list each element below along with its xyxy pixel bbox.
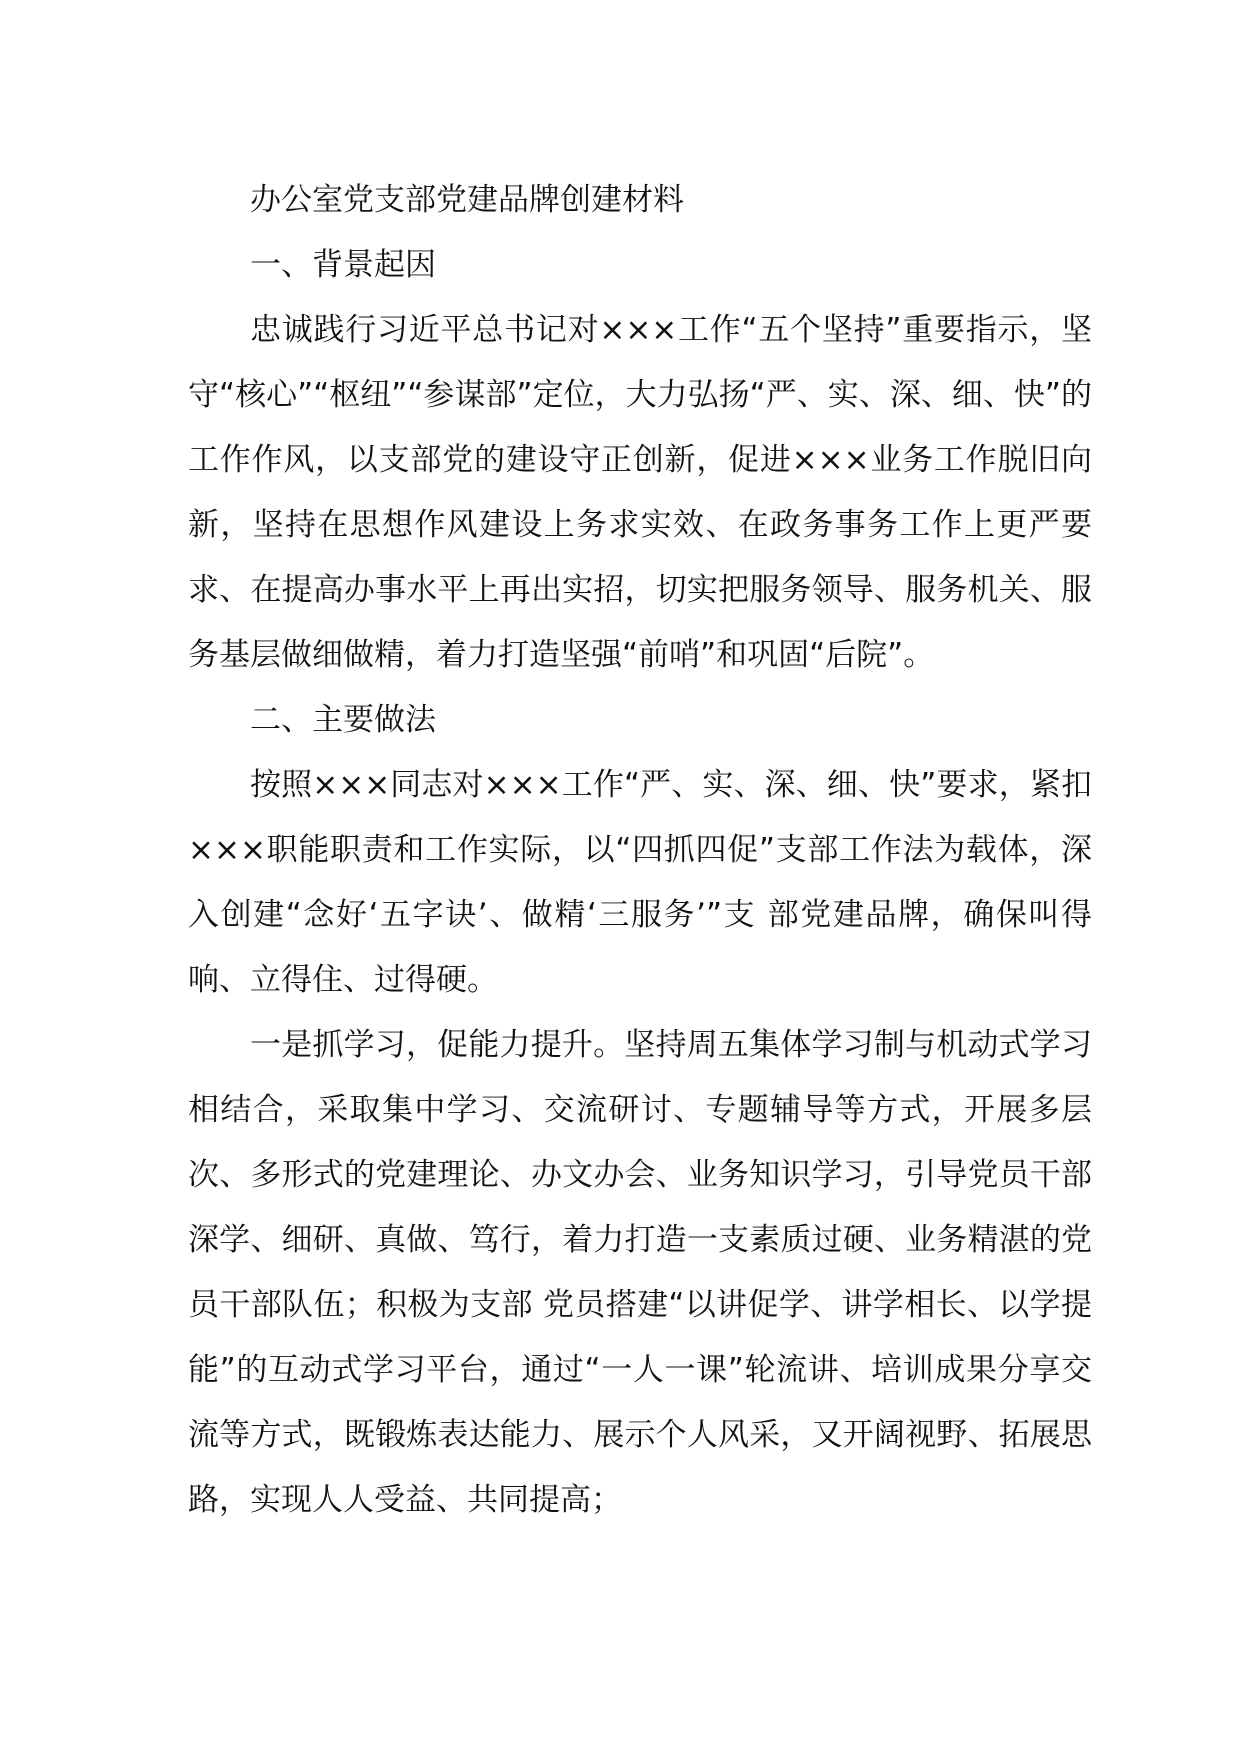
paragraph-study: 一是抓学习，促能力提升。坚持周五集体学习制与机动式学习相结合，采取集中学习、交流研讨、专题辅导等方式，开展多层次、多形式的党建理论、办文办会、业务知识学习，引导党员干部深学、细研、真做、笃行，着力打造一支素质过硬、业务精湛的党员干部队伍；积极为支部 党员搭建“以讲促学、讲学相长、以学提能”的互动式学习平台，通过“一人一课”轮流讲、培训成果分享交流等方式，既锻炼表达能力、展示个人风采，又开阔视野、拓展思路，实现人人受益、共同提高； <box>188 1027 1092 1518</box>
paragraph-methods-intro: 按照×××同志对×××工作“严、实、深、细、快”要求，紧扣×××职能职责和工作实际，以“四抓四促”支部工作法为载体，深入创建“念好‘五字诀’、做精‘三服务’”支 部党建品牌，确保叫得响、立得住、过得硬。 <box>188 767 1092 998</box>
document-body <box>188 168 1092 1533</box>
section-heading-background: 一、背景起因 <box>250 247 436 283</box>
paragraph-background: 忠诚践行习近平总书记对×××工作“五个坚持”重要指示，坚守“核心”“枢纽”“参谋部”定位，大力弘扬“严、实、深、细、快”的工作作风，以支部党的建设守正创新，促进×××业务工作脱旧向新，坚持在思想作风建设上务求实效、在政务事务工作上更严要求、在提高办事水平上再出实招，切实把服务领导、服务机关、服务基层做细做精，着力打造坚强“前哨”和巩固“后院”。 <box>188 312 1092 673</box>
document-title: 办公室党支部党建品牌创建材料 <box>250 182 684 218</box>
section-heading-methods: 二、主要做法 <box>250 702 436 738</box>
